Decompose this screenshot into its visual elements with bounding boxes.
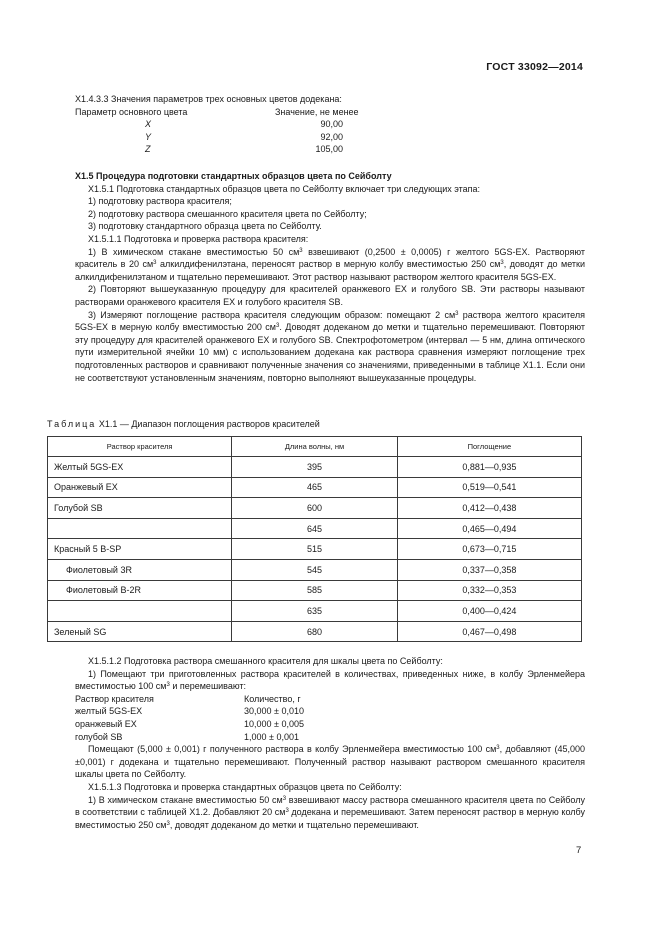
mix-row bbox=[75, 718, 585, 731]
standard-number: ГОСТ 33092—2014 bbox=[486, 61, 583, 73]
wavelength-cell: 645 bbox=[232, 518, 398, 539]
table-row bbox=[48, 621, 582, 642]
param-name: X bbox=[145, 119, 152, 130]
table-caption-label: Таблица bbox=[47, 419, 97, 429]
params-row bbox=[75, 131, 585, 144]
wavelength-cell: 680 bbox=[232, 621, 398, 642]
mix-qty: 30,000 ± 0,010 bbox=[244, 706, 304, 717]
param-name: Z bbox=[145, 144, 151, 155]
table-caption bbox=[47, 418, 582, 431]
table-row bbox=[48, 580, 582, 601]
table-caption-text: X1.1 — Диапазон поглощения растворов красителей bbox=[98, 419, 320, 429]
absorbance-cell: 0,673—0,715 bbox=[397, 539, 581, 560]
list-item: 2) подготовку раствора смешанного красителя цвета по Сейболту; bbox=[88, 208, 367, 219]
absorbance-cell: 0,519—0,541 bbox=[397, 477, 581, 498]
mix-dye: оранжевый EX bbox=[75, 718, 137, 729]
wavelength-cell: 635 bbox=[232, 601, 398, 622]
table-row bbox=[48, 457, 582, 478]
column-header: Длина волны, нм bbox=[232, 437, 398, 457]
mix-row bbox=[75, 705, 585, 718]
mix-dye: голубой SB bbox=[75, 731, 123, 742]
dye-name-cell: Желтый 5GS-EX bbox=[48, 457, 232, 478]
params-header-row bbox=[75, 106, 585, 119]
absorbance-cell: 0,332—0,353 bbox=[397, 580, 581, 601]
params-row bbox=[75, 118, 585, 131]
wavelength-cell: 465 bbox=[232, 477, 398, 498]
qty-column-header: Количество, г bbox=[244, 693, 301, 704]
dye-name-cell: Фиолетовый B-2R bbox=[48, 580, 232, 601]
mix-qty: 1,000 ± 0,001 bbox=[244, 731, 299, 742]
mix-qty: 10,000 ± 0,005 bbox=[244, 718, 304, 729]
column-header: Раствор красителя bbox=[48, 437, 232, 457]
paragraph: 1) В химическом стакане вместимостью 50 $см^3$ взвешивают (0,2500 ± 0,0005) г желтого 5GS-EX. Растворяют краситель в 20 $см^3$ алкилдифенилэтана, переносят раствор в мерную колбу вместимостью 250 $см^3$, доводят до метки алкилдифенилэтаном и тщательно перемешивают. Этот раствор называют раствором желтого красителя 5GS-EX. bbox=[75, 246, 586, 282]
paragraph: 3) Измеряют поглощение раствора красителя следующим образом: помещают 2 $см^3$ раствора желтого красителя 5GS-EX в мерную колбу вместимостью 200 $см^3$. Доводят додеканом до метки и тщательно перемешивают. Повторяют эту процедуру для красителей оранжевого EX и голубого SB. Спектрофотометром (интервал — 5 нм, длина оптического пути измерительной ячейки 10 мм) с использованием додекана как раствора сравнения измеряют поглощение трех подготовленных растворов и сравнивают полученные значения со значениями, приведенными в таблице X1.1. Если они не соответствуют установленным значениям, повторно выполняют вышеуказанные процедуры. bbox=[75, 309, 585, 383]
wavelength-cell: 515 bbox=[232, 539, 398, 560]
section-colour-params bbox=[75, 93, 585, 156]
dye-name-cell: Оранжевый EX bbox=[48, 477, 232, 498]
dye-name-cell bbox=[48, 518, 232, 539]
paragraph: X1.5.1.2 Подготовка раствора смешанного красителя для шкалы цвета по Сейболту: bbox=[88, 656, 443, 666]
absorbance-cell: 0,881—0,935 bbox=[397, 457, 581, 478]
paragraph: X1.5.1.1 Подготовка и проверка раствора красителя: bbox=[88, 233, 309, 244]
mix-row bbox=[75, 731, 585, 744]
dye-name-cell: Зеленый SG bbox=[48, 621, 232, 642]
paragraph: X1.5.1.3 Подготовка и проверка стандартных образцов цвета по Сейболту: bbox=[88, 781, 402, 792]
absorbance-cell: 0,465—0,494 bbox=[397, 518, 581, 539]
section-standard-preparation bbox=[75, 170, 585, 384]
wavelength-cell: 585 bbox=[232, 580, 398, 601]
table-row bbox=[48, 539, 582, 560]
table-header-row bbox=[48, 437, 582, 457]
section-mixed-dye bbox=[75, 655, 585, 831]
list-item: 3) подготовку стандартного образца цвета по Сейболту. bbox=[88, 221, 322, 232]
table-row bbox=[48, 601, 582, 622]
dye-name-cell: Голубой SB bbox=[48, 498, 232, 519]
section-heading: X1.5 Процедура подготовки стандартных образцов цвета по Сейболту bbox=[75, 171, 392, 181]
absorbance-table bbox=[47, 436, 582, 642]
absorbance-cell: 0,412—0,438 bbox=[397, 498, 581, 519]
table-row bbox=[48, 498, 582, 519]
page-number: 7 bbox=[576, 845, 582, 856]
param-name: Y bbox=[145, 131, 152, 142]
param-value: 90,00 bbox=[320, 119, 343, 130]
paragraph: 1) В химическом стакане вместимостью 50 $см^3$ взвешивают массу раствора смешанного красителя цвета по Сейболу в соответствии с таблицей X1.2. Добавляют 20 $см^3$ додекана и перемешивают. Затем переносят раствор в мерную колбу вместимостью 250 $см^3$, доводят додеканом до метки и тщательно перемешивают. bbox=[75, 794, 585, 830]
dye-name-cell bbox=[48, 601, 232, 622]
param-value: 105,00 bbox=[315, 144, 343, 155]
wavelength-cell: 600 bbox=[232, 498, 398, 519]
value-column-header: Значение, не менее bbox=[275, 106, 359, 117]
param-column-header: Параметр основного цвета bbox=[75, 106, 188, 117]
absorbance-cell: 0,337—0,358 bbox=[397, 559, 581, 580]
param-value: 92,00 bbox=[320, 131, 343, 142]
list-item: 1) подготовку раствора красителя; bbox=[88, 196, 232, 207]
mix-header-row bbox=[75, 693, 585, 706]
paragraph: 1) Помещают три приготовленных раствора красителей в количествах, приведенных ниже, в колбу Эрленмейера вместимостью 100 $см^3$ и перемешивают: bbox=[75, 668, 585, 692]
wavelength-cell: 395 bbox=[232, 457, 398, 478]
table-row bbox=[48, 477, 582, 498]
paragraph: Помещают (5,000 ± 0,001) г полученного раствора в колбу Эрленмейера вместимостью 100 $см^3$, добавляют (45,000 ±0,001) г додекана и тщательно перемешивают. Полученный раствор называют раствором смешанного красителя шкалы цвета по Сейболту. bbox=[75, 744, 585, 780]
column-header: Поглощение bbox=[397, 437, 581, 457]
params-row bbox=[75, 143, 585, 156]
paragraph: X1.4.3.3 Значения параметров трех основных цветов додекана: bbox=[75, 94, 342, 104]
paragraph: 2) Повторяют вышеуказанную процедуру для красителей оранжевого EX и голубого SB. Эти растворы называют растворами оранжевого красителя EX и голубого красителя SB. bbox=[75, 284, 585, 307]
absorbance-cell: 0,400—0,424 bbox=[397, 601, 581, 622]
table-row bbox=[48, 559, 582, 580]
dye-name-cell: Фиолетовый 3R bbox=[48, 559, 232, 580]
dye-name-cell: Красный 5 B-SP bbox=[48, 539, 232, 560]
table-row bbox=[48, 518, 582, 539]
wavelength-cell: 545 bbox=[232, 559, 398, 580]
mix-dye: желтый 5GS-EX bbox=[75, 706, 143, 717]
paragraph: X1.5.1 Подготовка стандартных образцов цвета по Сейболту включает три следующих этапа: bbox=[88, 183, 481, 194]
absorbance-cell: 0,467—0,498 bbox=[397, 621, 581, 642]
dye-column-header: Раствор красителя bbox=[75, 693, 154, 704]
